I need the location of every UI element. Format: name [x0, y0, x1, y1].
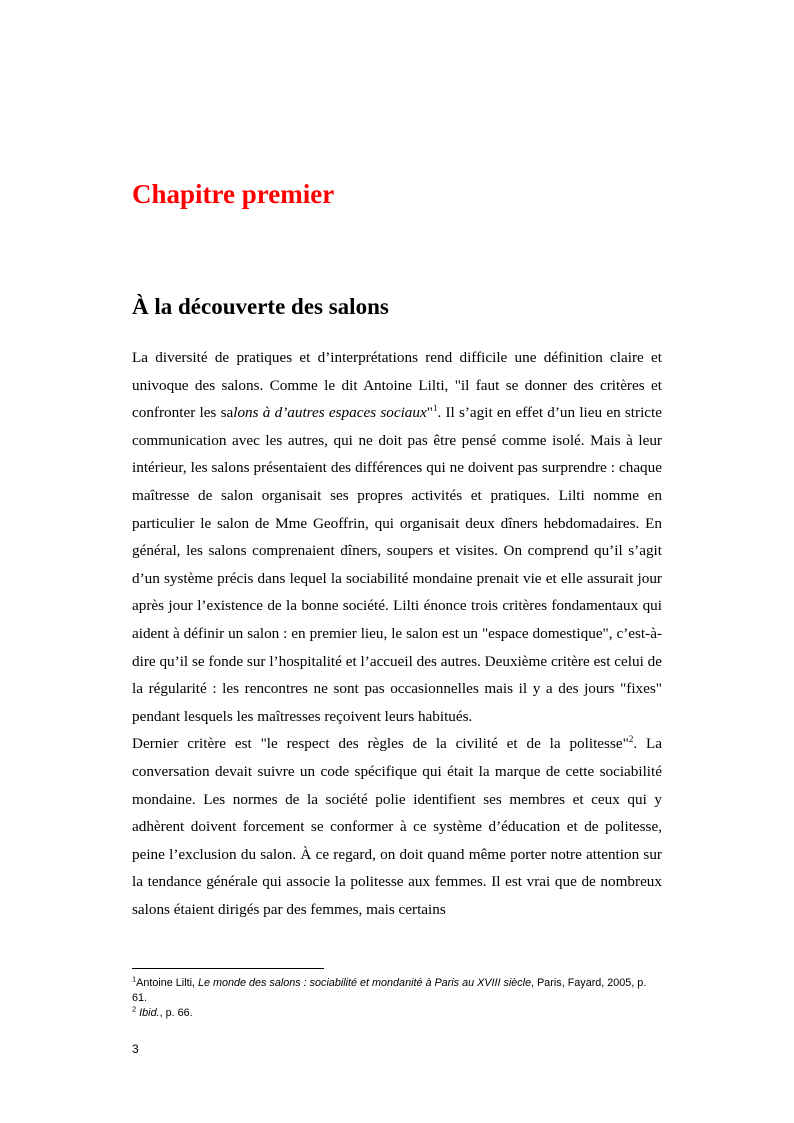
footnote-1-author: Antoine Lilti, — [136, 977, 198, 989]
footnote-2-rest: , p. 66. — [159, 1007, 193, 1019]
footnote-ref-2[interactable]: 2 — [628, 734, 634, 745]
body-text — [132, 344, 662, 923]
footnote-1-title: Le monde des salons : sociabilité et mondanité à Paris au XVIII siècle — [198, 977, 532, 989]
footnote-ref-1[interactable]: 1 — [432, 403, 438, 414]
paragraph-2 — [132, 730, 662, 923]
paragraph-1-continued: . Il s’agit en effet d’un lieu en stricte communication avec les autres, qui ne doit pas être pensé comme isolé. Mais à leur intérieur, les salons présentaient des différences qui ne doivent pas surprendre : chaque maîtresse de salon organisait ses propres activités et pratiques. Lilti nomme en particulier le salon de Mme Geoffrin, qui organisait deux dîners hebdomadaires. En général, les salons comprenaient dîners, soupers et visites. On comprend qu’il s’agit d’un système précis dans lequel la sociabilité mondaine prenait vie et elle assurait jour après jour l’existence de la bonne société. Lilti énonce trois critères fondamentaux qui aident à définir un salon : en premier lieu, le salon est un "espace domestique", c’est-à-dire qu’il se fonde sur l’hospitalité et l’accueil des autres. Deuxième critère est celui de la régularité : les rencontres ne sont pas occasionnelles mais il y a des jours "fixes" pendant lesquels les maîtresses reçoivent leurs habitués. — [132, 404, 662, 725]
footnote-2-title: Ibid. — [139, 1007, 160, 1019]
closing-quote: " — [426, 404, 433, 422]
footnote-1-mark: 1 — [132, 974, 137, 984]
paragraph-2-continued: . La conversation devait suivre un code spécifique qui était la marque de cette sociabilité mondaine. Les normes de la société polie identifient ses membres et ceux qui y adhèrent doivent forcement se conformer à ce système d’éducation et de politesse, peine l’exclusion du salon. À ce regard, on doit quand même porter notre attention sur la tendance générale qui associe la politesse aux femmes. Il est vrai que de nombreux salons étaient dirigés par des femmes, mais certains — [132, 735, 662, 918]
paragraph-1-text: La diversité de pratiques et d’interprétations rend difficile une définition claire et univoque des salons. Comme le dit Antoine Lilti, "il faut se donner des critères et confronter les sa — [132, 349, 662, 422]
footnote-1 — [132, 976, 662, 1006]
page-number: 3 — [132, 1042, 139, 1056]
footnote-2 — [132, 1006, 662, 1021]
footnote-2-mark: 2 — [132, 1004, 137, 1014]
section-title: À la découverte des salons — [132, 294, 389, 319]
paragraph-1 — [132, 344, 662, 730]
footnotes — [132, 976, 662, 1021]
footnote-separator — [132, 968, 324, 969]
quoted-italic-text: lons à d’autres espaces sociaux — [233, 404, 427, 422]
paragraph-2-text: Dernier critère est "le respect des règles de la civilité et de la politesse" — [132, 735, 629, 753]
chapter-title: Chapitre premier — [132, 179, 335, 209]
footnote-1-rest: , Paris, Fayard, 2005, p. 61. — [132, 977, 647, 1004]
